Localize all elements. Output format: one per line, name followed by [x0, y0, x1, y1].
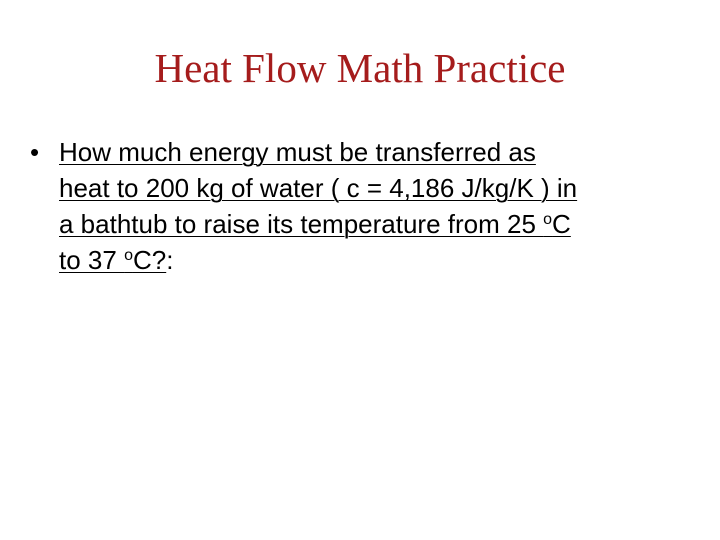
question-line-1: How much energy must be transferred as — [59, 137, 536, 167]
slide-title: Heat Flow Math Practice — [154, 45, 566, 91]
degree-superscript: o — [124, 247, 133, 264]
degree-superscript: o — [543, 211, 553, 228]
question-line-2: heat to 200 kg of water ( c = 4,186 J/kg/K ) in — [59, 173, 578, 203]
bullet-icon: • — [30, 137, 40, 167]
question-line-3: a bathtub to raise its temperature from 25 $^o$C — [59, 209, 571, 239]
question-line-4: to 37 $^o$C?: — [59, 245, 174, 275]
question-text — [59, 134, 710, 278]
